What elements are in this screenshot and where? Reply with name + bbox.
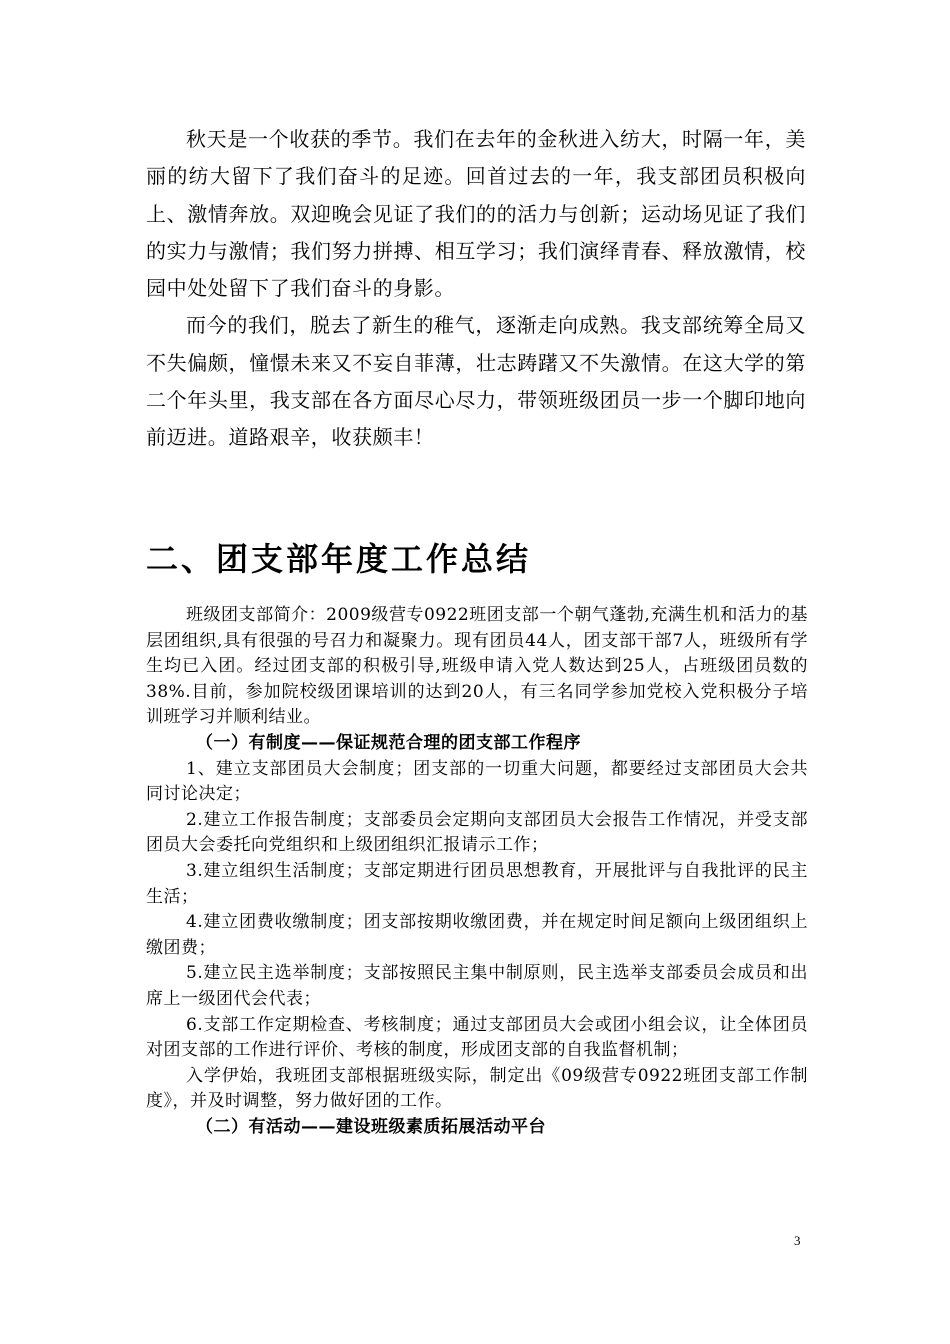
section-heading: 二、团支部年度工作总结 <box>146 540 532 578</box>
page-number: 3 <box>794 1233 801 1248</box>
subheading-system: （一）有制度——保证规范合理的团支部工作程序 <box>196 732 581 753</box>
subheading-activities: （二）有活动——建设班级素质拓展活动平台 <box>196 1116 546 1137</box>
intro-paragraph-1: 秋天是一个收获的季节。我们在去年的金秋进入纺大，时隔一年，美丽的纺大留下了我们奋斗的足迹。回首过去的一年，我支部团员积极向上、激情奔放。双迎晚会见证了我们的的活力与创新；运动场见证了我们的实力与激情；我们努力拼搏、相互学习；我们演绎青春、释放激情，校园中处处留下了我们奋斗的身影。 <box>146 127 806 301</box>
closing-paragraph: 入学伊始，我班团支部根据班级实际，制定出《09级营专0922班团支部工作制度》，并及时调整，努力做好团的工作。 <box>146 1065 808 1112</box>
intro-text <box>146 121 806 457</box>
section-body <box>146 603 808 1140</box>
list-item: 6.支部工作定期检查、考核制度；通过支部团员大会或团小组会议，让全体团员对团支部的工作进行评价、考核的制度，形成团支部的自我监督机制； <box>146 1014 808 1061</box>
branch-intro-paragraph: 班级团支部简介：2009级营专0922班团支部一个朝气蓬勃,充满生机和活力的基层团组织,具有很强的号召力和凝聚力。现有团员44人，团支部干部7人，班级所有学生均已入团。经过团支部的积极引导,班级申请入党人数达到25人，占班级团员数的38%.目前，参加院校级团课培训的达到20人，有三名同学参加党校入党积极分子培训班学习并顺利结业。 <box>146 605 808 728</box>
intro-paragraph-2: 而今的我们，脱去了新生的稚气，逐渐走向成熟。我支部统筹全局又不失偏颇，憧憬未来又不妄自菲薄，壮志踌躇又不失激情。在这大学的第二个年头里，我支部在各方面尽心尽力，带领班级团员一步一个脚印地向前迈进。道路艰辛，收获颇丰！ <box>146 313 806 450</box>
list-item: 2.建立工作报告制度；支部委员会定期向支部团员大会报告工作情况，并受支部团员大会委托向党组织和上级团组织汇报请示工作； <box>146 809 808 856</box>
list-item: 3.建立组织生活制度；支部定期进行团员思想教育，开展批评与自我批评的民主生活； <box>146 860 808 907</box>
list-item: 4.建立团费收缴制度；团支部按期收缴团费，并在规定时间足额向上级团组织上缴团费； <box>146 912 808 958</box>
list-item: 5.建立民主选举制度；支部按照民主集中制原则，民主选举支部委员会成员和出席上一级团代会代表； <box>146 963 808 1009</box>
list-item: 1、建立支部团员大会制度；团支部的一切重大问题，都要经过支部团员大会共同讨论决定； <box>146 758 808 805</box>
